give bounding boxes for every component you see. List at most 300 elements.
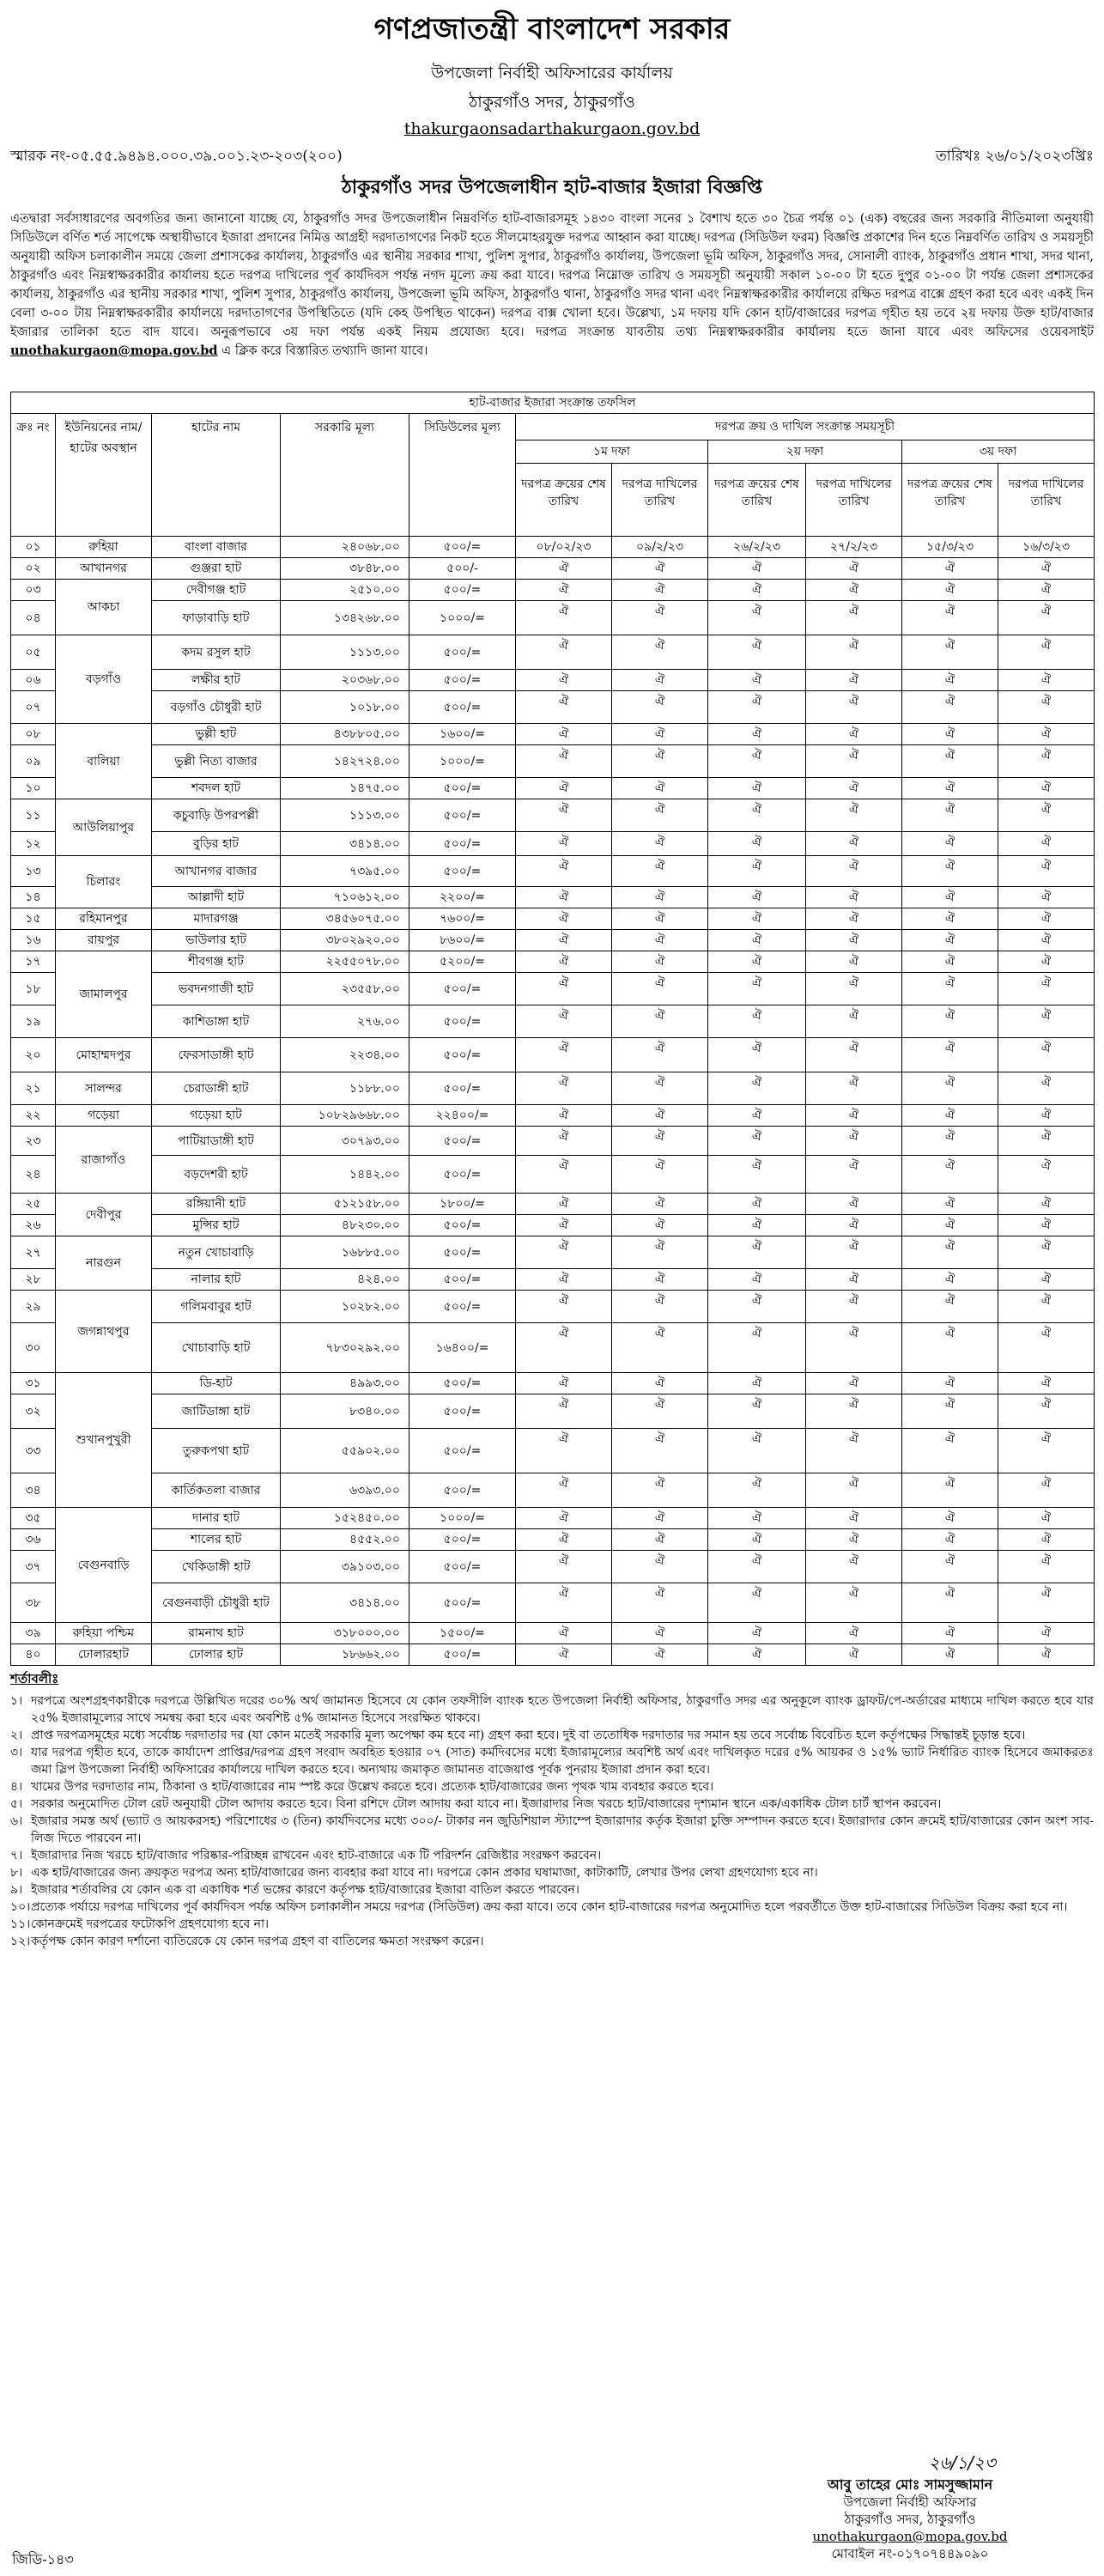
- govt-price-cell: ৩১৮০০০.০০: [281, 1623, 409, 1644]
- hat-name-cell: গড়েয়া হাট: [152, 1105, 281, 1127]
- term-text: যার দরপত্র গৃহীত হবে, তাকে কার্যাদেশ প্রাপ্তির/দরপত্র গ্রহণ সংবাদ অবহিত হওয়ার ০৭ (সাত) কর্মদিবসের মধ্যে ইজারামূল্যের অবশিষ্ট অর্থ এবং দাখিলকৃত দরের ৫% আয়কর ও ১৫% ভ্যাট নির্ধারিত ব্যাংক হিসেবে জমাকরতঃ জমা স্লিপ উপজেলা নির্বাহী অফিসারের কার্যালয়ে দাখিল করতে হবে। অন্যথায় জমাকৃত জামানত বাজেয়াপ্ত পূর্বক পুনরায় ইজারা প্রদান করা হবে।: [31, 1746, 1094, 1777]
- schedule-price-cell: ২২৪০০/=: [409, 1105, 516, 1127]
- phase-date-cell: ঐ: [806, 908, 902, 930]
- phase-date-cell: ঐ: [998, 1323, 1095, 1373]
- table-row: [11, 1551, 1095, 1583]
- union-cell: আকচা: [56, 580, 152, 635]
- phase-date-cell: ঐ: [902, 1529, 998, 1551]
- phase-date-cell: ঐ: [998, 1529, 1095, 1551]
- phase-date-cell: ঐ: [998, 1429, 1095, 1473]
- term-item: [10, 1899, 1094, 1916]
- phase-date-cell: ঐ: [902, 580, 998, 601]
- phase-date-cell: ঐ: [806, 778, 902, 799]
- phase-date-cell: ঐ: [806, 724, 902, 745]
- hat-name-cell: নালার হাট: [152, 1269, 281, 1291]
- phase-date-cell: ঐ: [806, 635, 902, 670]
- serial-cell: ২৩: [11, 1127, 56, 1156]
- phase-date-cell: ঐ: [806, 745, 902, 778]
- phase-date-cell: ঐ: [708, 1394, 806, 1429]
- phase-date-cell: ঐ: [998, 908, 1095, 930]
- phase-date-cell: ঐ: [902, 670, 998, 691]
- govt-price-cell: ৩৪১৪.০০: [281, 1583, 409, 1623]
- hat-name-cell: ফেরসাডাঙ্গী হাট: [152, 1038, 281, 1072]
- signatory-mobile: মোবাইল নং-০১৭০৭৪৪৯০৯০: [831, 2546, 989, 2561]
- schedule-price-cell: ৮৬০০/=: [409, 930, 516, 951]
- phase-date-cell: ঐ: [902, 558, 998, 580]
- govt-price-cell: ১১৮৮.০০: [281, 1072, 409, 1105]
- phase-date-cell: ঐ: [998, 691, 1095, 724]
- serial-cell: ০২: [11, 558, 56, 580]
- schedule-price-cell: ৫০০/=: [409, 1072, 516, 1105]
- intro-email-link[interactable]: unothakurgaon@mopa.gov.bd: [10, 343, 218, 358]
- phase-date-cell: ঐ: [612, 1583, 708, 1623]
- term-text: সরকার অনুমোদিত টোল রেট অনুযায়ী টোল আদায় করতে হবে। বিনা রশিদে টোল আদায় করা যাবে না। ইজারাদার নিজ খরচে হাট/বাজারের দৃশ্যমান স্থানে এক/একাধিক টোল চার্ট স্থাপন করবেন।: [31, 1797, 942, 1811]
- phase-date-cell: ঐ: [516, 832, 612, 856]
- hat-name-cell: রঙ্গিয়ানী হাট: [152, 1194, 281, 1215]
- terms-section: [10, 1669, 1094, 1950]
- phase-date-cell: ঐ: [612, 1473, 708, 1508]
- phase-date-cell: ঐ: [902, 691, 998, 724]
- phase-date-cell: ঐ: [902, 724, 998, 745]
- signatory-place: ঠাকুরগাঁও সদর, ঠাকুরগাঁও: [844, 2512, 976, 2527]
- phase-date-cell: ঐ: [998, 1373, 1095, 1394]
- hat-name-cell: ঢোলার হাট: [152, 1644, 281, 1666]
- govt-price-cell: ১৪২৭২৪.০০: [281, 745, 409, 778]
- hat-name-cell: ডি-হাট: [152, 1373, 281, 1394]
- term-item: [10, 1847, 1094, 1864]
- hat-name-cell: পাটিয়াডাঙ্গী হাট: [152, 1127, 281, 1156]
- table-row: [11, 1508, 1095, 1529]
- phase-date-cell: ঐ: [806, 973, 902, 1005]
- hat-name-cell: ভুল্লী নিত্য বাজার: [152, 745, 281, 778]
- govt-price-cell: ৩৪১৪.০০: [281, 832, 409, 856]
- hat-name-cell: জাটিডাঙ্গা হাট: [152, 1394, 281, 1429]
- table-row: [11, 580, 1095, 601]
- phase-date-cell: ঐ: [516, 1623, 612, 1644]
- intro-paragraph: [10, 210, 1094, 388]
- phase-date-cell: ঐ: [998, 1551, 1095, 1583]
- phase-date-cell: ঐ: [612, 1105, 708, 1127]
- govt-price-cell: ৩৮০২৯২০.০০: [281, 930, 409, 951]
- table-row: [11, 1394, 1095, 1429]
- phase-date-cell: ঐ: [612, 558, 708, 580]
- phase-date-cell: ঐ: [516, 1529, 612, 1551]
- phase-date-cell: ঐ: [612, 1215, 708, 1236]
- table-row: [11, 745, 1095, 778]
- schedule-price-cell: ১৮০০/=: [409, 1194, 516, 1215]
- memo-date: তারিখঃ ২৬/০১/২০২৩খ্রিঃ: [936, 148, 1094, 165]
- term-number: ২।: [10, 1728, 23, 1742]
- govt-price-cell: ৭৩৯৫.০০: [281, 856, 409, 887]
- phase-date-cell: ঐ: [708, 799, 806, 832]
- phase-date-cell: ঐ: [516, 670, 612, 691]
- phase-date-cell: ঐ: [612, 1551, 708, 1583]
- phase-date-cell: ঐ: [516, 887, 612, 908]
- phase-date-cell: ঐ: [516, 1156, 612, 1194]
- serial-cell: ০৯: [11, 745, 56, 778]
- phase-date-cell: ঐ: [708, 1429, 806, 1473]
- phase-date-cell: ঐ: [998, 1269, 1095, 1291]
- header-buy-date-1: দরপত্র ক্রয়ের শেষ তারিখ: [516, 464, 612, 537]
- table-row: [11, 908, 1095, 930]
- schedule-price-cell: ৫০০/=: [409, 1644, 516, 1666]
- phase-date-cell: ঐ: [708, 1291, 806, 1323]
- serial-cell: ০৩: [11, 580, 56, 601]
- phase-date-cell: ঐ: [612, 1291, 708, 1323]
- phase-date-cell: ঐ: [902, 1156, 998, 1194]
- phase-date-cell: ঐ: [902, 1291, 998, 1323]
- table-row: [11, 799, 1095, 832]
- phase-date-cell: ঐ: [516, 1323, 612, 1373]
- header-schedule-price: সিডিউলের মূল্য: [409, 414, 516, 537]
- phase-date-cell: ঐ: [998, 1644, 1095, 1666]
- phase-date-cell: ঐ: [516, 799, 612, 832]
- phase-date-cell: ঐ: [806, 580, 902, 601]
- phase-date-cell: ঐ: [612, 635, 708, 670]
- hat-name-cell: লক্ষীর হাট: [152, 670, 281, 691]
- hat-name-cell: বেগুনবাড়ী চৌধুরী হাট: [152, 1583, 281, 1623]
- office-location: ঠাকুরগাঁও সদর, ঠাকুরগাঁও: [469, 93, 635, 112]
- phase-date-cell: ঐ: [708, 832, 806, 856]
- phase-date-cell: ঐ: [708, 973, 806, 1005]
- phase-date-cell: ঐ: [708, 1269, 806, 1291]
- table-row: [11, 1038, 1095, 1072]
- schedule-price-cell: ৫০০/=: [409, 635, 516, 670]
- table-row: [11, 951, 1095, 973]
- phase-date-cell: ঐ: [612, 1127, 708, 1156]
- serial-cell: ২৭: [11, 1236, 56, 1269]
- phase-date-cell: ঐ: [806, 1529, 902, 1551]
- phase-date-cell: ঐ: [998, 799, 1095, 832]
- term-text: এক হাট/বাজারের জন্য ক্রয়কৃত দরপত্র অন্য হাট/বাজারের জন্য ব্যবহার করা যাবে না। দরপত্রে কোন প্রকার ঘষামাজা, কাটাকাটি, লেখার উপর লেখা গ্রহণযোগ্য হবে না।: [31, 1866, 818, 1880]
- term-item: [10, 1744, 1094, 1778]
- phase-date-cell: ঐ: [998, 1623, 1095, 1644]
- serial-cell: ৩৮: [11, 1583, 56, 1623]
- phase-date-cell: ঐ: [902, 1215, 998, 1236]
- union-cell: জগন্নাথপুর: [56, 1291, 152, 1373]
- phase-date-cell: ঐ: [516, 1127, 612, 1156]
- schedule-price-cell: ৫০০/=: [409, 1394, 516, 1429]
- serial-cell: ১৩: [11, 856, 56, 887]
- serial-cell: ০৮: [11, 724, 56, 745]
- term-text: প্রাপ্ত দরপত্রসমূহের মধ্যে সর্বোচ্চ দরদাতার দর (যা কোন মতেই সরকারি মূল্য অপেক্ষা কম হবে না) গ্রহণ করা হবে। দুই বা ততোধিক দরদাতার দর সমান হয় তবে সর্বোচ্চ বিবেচিত হলে কর্তৃপক্ষের সিদ্ধান্তই চূড়ান্ত হবে।: [31, 1728, 1026, 1742]
- phase-date-cell: ঐ: [516, 1429, 612, 1473]
- serial-cell: ৩৭: [11, 1551, 56, 1583]
- term-number: ৫।: [10, 1797, 23, 1811]
- memo-number: স্মারক নং-০৫.৫৫.৯৪৯৪.০০০.৩৯.০০১.২৩-২০৩(২০০): [10, 148, 343, 165]
- union-cell: সালন্দর: [56, 1072, 152, 1105]
- phase-date-cell: ঐ: [998, 887, 1095, 908]
- phase-date-cell: ঐ: [708, 691, 806, 724]
- phase-date-cell: ঐ: [806, 1394, 902, 1429]
- phase-date-cell: ঐ: [806, 1072, 902, 1105]
- schedule-price-cell: ৫০০/=: [409, 537, 516, 558]
- phase-date-cell: ঐ: [708, 1072, 806, 1105]
- phase-date-cell: ঐ: [516, 1394, 612, 1429]
- phase-date-cell: ২৬/২/২৩: [708, 537, 806, 558]
- govt-price-cell: ৫৫৯০২.০০: [281, 1429, 409, 1473]
- term-number: ৮।: [10, 1866, 23, 1880]
- table-row: [11, 1194, 1095, 1215]
- term-number: ১০।: [10, 1900, 31, 1914]
- table-row: [11, 558, 1095, 580]
- term-text: খামের উপর দরদাতার নাম, ঠিকানা ও হাট/বাজারের নাম স্পষ্ট করে উল্লেখ করতে হবে। প্রত্যেক হাট/বাজারের জন্য পৃথক খাম ব্যবহার করতে হবে।: [31, 1780, 714, 1794]
- hat-name-cell: নতুন খোচাবাড়ি: [152, 1236, 281, 1269]
- serial-cell: ২৫: [11, 1194, 56, 1215]
- notice-title: ঠাকুরগাঁও সদর উপজেলাধীন হাট-বাজার ইজারা বিজ্ঞপ্তি: [341, 176, 763, 198]
- phase-date-cell: ঐ: [998, 1215, 1095, 1236]
- intro-tail: এ ক্লিক করে বিস্তারিত তথ্যাদি জানা যাবে।: [217, 344, 428, 358]
- term-text: কোনক্রমেই দরপত্রের ফটোকপি গ্রহণযোগ্য হবে না।: [31, 1917, 270, 1931]
- phase-date-cell: ঐ: [708, 670, 806, 691]
- phase-date-cell: ঐ: [612, 1269, 708, 1291]
- term-item: [10, 1692, 1094, 1727]
- term-item: [10, 1727, 1094, 1744]
- phase-date-cell: ঐ: [902, 1323, 998, 1373]
- phase-date-cell: ঐ: [516, 1508, 612, 1529]
- schedule-price-cell: ১৬৪০০/=: [409, 1323, 516, 1373]
- phase-date-cell: ০৯/২/২৩: [612, 537, 708, 558]
- phase-date-cell: ঐ: [516, 558, 612, 580]
- term-number: ৪।: [10, 1780, 23, 1794]
- govt-price-cell: ৬৩৯৩.০০: [281, 1473, 409, 1508]
- signature-mark: ২৬/১/২৩: [928, 2452, 996, 2473]
- union-cell: রুহিয়া: [56, 537, 152, 558]
- phase-date-cell: ঐ: [612, 724, 708, 745]
- phase-date-cell: ঐ: [612, 1394, 708, 1429]
- phase-date-cell: ঐ: [516, 1269, 612, 1291]
- table-row: [11, 537, 1095, 558]
- schedule-price-cell: ৫০০/=: [409, 1373, 516, 1394]
- serial-cell: ১০: [11, 778, 56, 799]
- term-number: ১১।: [10, 1917, 31, 1931]
- phase-date-cell: ঐ: [902, 635, 998, 670]
- table-caption: হাট-বাজার ইজারা সংক্রান্ত তফসিল: [11, 392, 1095, 414]
- schedule-price-cell: ৫০০/=: [409, 1156, 516, 1194]
- phase-date-cell: ঐ: [998, 558, 1095, 580]
- hat-name-cell: শীবগঞ্জ হাট: [152, 951, 281, 973]
- phase-date-cell: ঐ: [806, 1105, 902, 1127]
- term-number: ৬।: [10, 1814, 23, 1828]
- phase-date-cell: ঐ: [708, 951, 806, 973]
- hat-name-cell: দেবীগঞ্জ হাট: [152, 580, 281, 601]
- serial-cell: ২৪: [11, 1156, 56, 1194]
- phase-date-cell: ঐ: [516, 973, 612, 1005]
- phase-date-cell: ঐ: [708, 1127, 806, 1156]
- serial-cell: ১২: [11, 832, 56, 856]
- schedule-price-cell: ৫০০/=: [409, 1269, 516, 1291]
- table-row: [11, 832, 1095, 856]
- phase-date-cell: ঐ: [612, 1156, 708, 1194]
- phase-date-cell: ঐ: [708, 635, 806, 670]
- schedule-price-cell: ৫০০/=: [409, 1127, 516, 1156]
- phase-date-cell: ঐ: [708, 1473, 806, 1508]
- hat-name-cell: কাশিডাঙ্গা হাট: [152, 1005, 281, 1038]
- table-row: [11, 1127, 1095, 1156]
- header-phase-3: ৩য় দফা: [902, 440, 1095, 464]
- govt-price-cell: ১৩৪২৬৮.০০: [281, 601, 409, 635]
- union-cell: জামালপুর: [56, 951, 152, 1038]
- phase-date-cell: ঐ: [806, 1429, 902, 1473]
- govt-price-cell: ১৪৪২.০০: [281, 1156, 409, 1194]
- table-row: [11, 691, 1095, 724]
- govt-price-cell: ১০২৮২.০০: [281, 1291, 409, 1323]
- phase-date-cell: ঐ: [612, 1323, 708, 1373]
- phase-date-cell: ঐ: [516, 745, 612, 778]
- phase-date-cell: ঐ: [612, 951, 708, 973]
- term-item: [10, 1864, 1094, 1881]
- table-row: [11, 1473, 1095, 1508]
- govt-price-cell: ২০৩৬৮.০০: [281, 670, 409, 691]
- phase-date-cell: ঐ: [902, 856, 998, 887]
- table-row: [11, 1429, 1095, 1473]
- phase-date-cell: ঐ: [708, 1156, 806, 1194]
- schedule-price-cell: ৫০০/=: [409, 799, 516, 832]
- header-phase-2: ২য় দফা: [708, 440, 902, 464]
- phase-date-cell: ঐ: [708, 1373, 806, 1394]
- phase-date-cell: ঐ: [516, 951, 612, 973]
- phase-date-cell: ঐ: [612, 670, 708, 691]
- hat-name-cell: শালের হাট: [152, 1529, 281, 1551]
- schedule-price-cell: ৫০০/=: [409, 1291, 516, 1323]
- phase-date-cell: ঐ: [998, 1473, 1095, 1508]
- table-row: [11, 1373, 1095, 1394]
- serial-cell: ০৪: [11, 601, 56, 635]
- phase-date-cell: ঐ: [902, 745, 998, 778]
- signatory-email[interactable]: unothakurgaon@mopa.gov.bd: [812, 2529, 1008, 2544]
- header: [10, 7, 1094, 138]
- serial-cell: ১৬: [11, 930, 56, 951]
- phase-date-cell: ঐ: [902, 1105, 998, 1127]
- schedule-price-cell: ২২০০/=: [409, 887, 516, 908]
- schedule-price-cell: ৫০০/=: [409, 1583, 516, 1623]
- table-row: [11, 1236, 1095, 1269]
- schedule-price-cell: ৫০০/=: [409, 1429, 516, 1473]
- phase-date-cell: ঐ: [516, 1038, 612, 1072]
- serial-cell: ৩১: [11, 1373, 56, 1394]
- office-name: উপজেলা নির্বাহী অফিসারের কার্যালয়: [431, 64, 673, 82]
- phase-date-cell: ঐ: [708, 930, 806, 951]
- serial-cell: ৩০: [11, 1323, 56, 1373]
- union-cell: বালিয়া: [56, 724, 152, 799]
- term-text: ইজারার সমস্ত অর্থ (ভ্যাট ও আয়করসহ) পরিশোধের ৩ (তিন) কার্যদিবসের মধ্যে ৩০০/- টাকার নন জুডিশিয়াল স্ট্যাম্পে ইজারাদার কর্তৃক ইজারা চুক্তি সম্পাদন করতে হবে। ইজারাদার কোন ক্রমেই হাট/বাজারের কোন অংশ সাব-লিজ দিতে পারবেন না।: [31, 1814, 1094, 1845]
- header-submit-date-3: দরপত্র দাখিলের তারিখ: [998, 464, 1095, 537]
- header-buy-date-3: দরপত্র ক্রয়ের শেষ তারিখ: [902, 464, 998, 537]
- phase-date-cell: ঐ: [612, 745, 708, 778]
- phase-date-cell: ঐ: [902, 799, 998, 832]
- header-hat-name: হাটের নাম: [152, 414, 281, 537]
- schedule-price-cell: ৫০০/=: [409, 580, 516, 601]
- phase-date-cell: ঐ: [806, 1551, 902, 1583]
- serial-cell: ০৬: [11, 670, 56, 691]
- hat-name-cell: গলিমবাবুর হাট: [152, 1291, 281, 1323]
- serial-cell: ২৯: [11, 1291, 56, 1323]
- govt-price-cell: ২৩৫৫৮.০০: [281, 973, 409, 1005]
- serial-cell: ১৭: [11, 951, 56, 973]
- govt-price-cell: ১৫২৪৫০.০০: [281, 1508, 409, 1529]
- schedule-price-cell: ১০০০/=: [409, 601, 516, 635]
- phase-date-cell: ঐ: [806, 1236, 902, 1269]
- phase-date-cell: ১৬/৩/২৩: [998, 537, 1095, 558]
- phase-date-cell: ঐ: [708, 856, 806, 887]
- phase-date-cell: ঐ: [612, 1194, 708, 1215]
- govt-price-cell: ৪৩৮৮০৫.০০: [281, 724, 409, 745]
- hat-name-cell: দানার হাট: [152, 1508, 281, 1529]
- header-serial: ক্রঃ নং: [11, 414, 56, 537]
- phase-date-cell: ঐ: [998, 745, 1095, 778]
- intro-text: এতদ্বারা সর্বসাধারণের অবগতির জন্য জানানো যাচ্ছে যে, ঠাকুরগাঁও সদর উপজেলাধীন নিম্নবর্ণিত হাট-বাজারসমূহ ১৪৩০ বাংলা সনের ১ বৈশাখ হতে ৩০ চৈত্র পর্যন্ত ০১ (এক) বছরের জন্য সরকারি নীতিমালা অনুযায়ী সিডিউলে বর্ণিত শর্ত সাপেক্ষে অস্থায়ীভাবে ইজারা প্রদানের নিমিত্ত আগ্রহী দরদাতাগণের নিকট হতে সীলমোহরযুক্ত দরপত্র আহ্বান করা যাচ্ছে। দরপত্র (সিডিউল ফরম) বিজ্ঞপ্তি প্রকাশের দিন হতে নিম্নবর্ণিত তারিখ ও সময়সূচী অনুযায়ী অফিস চলাকালীন সময়ে জেলা প্রশাসকের কার্যালয়, ঠাকুরগাঁও এর স্থানীয় সরকার শাখা, পুলিশ সুপার, ঠাকুরগাঁও কার্যালয়, উপজেলা ভূমি অফিস, ঠাকুরগাঁও সদর, সোনালী ব্যাংক, ঠাকুরগাঁও প্রধান শাখা, সদর থানা, ঠাকুরগাঁও এবং নিম্নস্বাক্ষরকারীর কার্যালয় হতে দরপত্র দাখিলের পূর্ব কার্যদিবস পর্যন্ত নগদ মূল্যে ক্রয় করা যাবে। দরপত্র নিম্নোক্ত তারিখ ও সময়সূচী অনুযায়ী সকাল ১০-০০ টা হতে দুপুর ০১-০০ টা পর্যন্ত জেলা প্রশাসকের কার্যালয়, ঠাকুরগাঁও এর স্থানীয় সরকার শাখা, পুলিশ সুপার, ঠাকুরগাঁও কার্যালয়, উপজেলা ভূমি অফিস, ঠাকুরগাঁও থানা, ঠাকুরগাঁও সদর থানা এবং নিম্নস্বাক্ষরকারীর কার্যালয়ে রক্ষিত দরপত্র বাক্সে গ্রহণ করা হবে এবং একই দিন বেলা ৩-০০ টায় নিম্নস্বাক্ষরকারীর কার্যালয়ে দরদাতাগণের উপস্থিতিতে (যদি কেহ উপস্থিত থাকেন) দরপত্র বাক্স খোলা হবে। উল্লেখ্য, ১ম দফায় যদি কোন হাট/বাজারের দরপত্র গৃহীত হয় তবে ২য় দফায় উক্ত হাট/বাজার ইজারার তালিকা হতে বাদ যাবে। অনুরূপভাবে ৩য় দফা পর্যন্ত একই নিয়ম প্রযোজ্য হবে। দরপত্র সংক্রান্ত যাবতীয় তথ্য নিম্নস্বাক্ষরকারীর কার্যালয় হতে জানা যাবে এবং অফিসের ওয়েবসাইট: [10, 212, 1094, 339]
- phase-date-cell: ঐ: [902, 1194, 998, 1215]
- phase-date-cell: ঐ: [806, 930, 902, 951]
- header-submit-date-2: দরপত্র দাখিলের তারিখ: [806, 464, 902, 537]
- lease-schedule-table: [10, 392, 1095, 1666]
- table-row: [11, 670, 1095, 691]
- union-cell: চিলারং: [56, 856, 152, 908]
- phase-date-cell: ঐ: [516, 580, 612, 601]
- header-timeline: দরপত্র ক্রয় ও দাখিল সংক্রান্ত সময়সূচী: [516, 414, 1095, 440]
- term-number: ৯।: [10, 1883, 23, 1897]
- govt-price-cell: ১৪৭৫.০০: [281, 778, 409, 799]
- phase-date-cell: ঐ: [708, 745, 806, 778]
- term-number: ১২।: [10, 1935, 31, 1948]
- phase-date-cell: ঐ: [806, 832, 902, 856]
- phase-date-cell: ঐ: [806, 670, 902, 691]
- serial-cell: ১৮: [11, 973, 56, 1005]
- hat-name-cell: ভুল্লী হাট: [152, 724, 281, 745]
- table-row: [11, 887, 1095, 908]
- phase-date-cell: ঐ: [806, 951, 902, 973]
- phase-date-cell: ঐ: [516, 1105, 612, 1127]
- phase-date-cell: ঐ: [708, 1529, 806, 1551]
- term-number: ১।: [10, 1694, 23, 1708]
- phase-date-cell: ঐ: [612, 1623, 708, 1644]
- phase-date-cell: ঐ: [516, 724, 612, 745]
- serial-cell: ২০: [11, 1038, 56, 1072]
- header-submit-date-1: দরপত্র দাখিলের তারিখ: [612, 464, 708, 537]
- term-text: প্রত্যেক পর্যায়ে দরপত্র দাখিলের পূর্ব কার্যদিবস পর্যন্ত অফিস চলাকালীন সময়ে দরপত্র (সিডিউল) ক্রয় করা যাবে। তবে কোন হাট-বাজারের দরপত্র অনুমোদিত হলে পরবর্তীতে উক্ত হাট-বাজারের সিডিউল বিক্রয় করা হবে না।: [31, 1900, 1068, 1914]
- phase-date-cell: ঐ: [612, 1529, 708, 1551]
- phase-date-cell: ঐ: [612, 973, 708, 1005]
- union-cell: বেগুনবাড়ি: [56, 1508, 152, 1623]
- table-row: [11, 1291, 1095, 1323]
- phase-date-cell: ঐ: [612, 856, 708, 887]
- phase-date-cell: ঐ: [902, 1236, 998, 1269]
- phase-date-cell: ঐ: [998, 1291, 1095, 1323]
- phase-date-cell: ঐ: [708, 887, 806, 908]
- table-row: [11, 778, 1095, 799]
- schedule-price-cell: ৫০০/=: [409, 1236, 516, 1269]
- phase-date-cell: ঐ: [998, 724, 1095, 745]
- govt-price-cell: ৪৯৯৩.০০: [281, 1373, 409, 1394]
- schedule-price-cell: ৫০০/=: [409, 1215, 516, 1236]
- term-item: [10, 1795, 1094, 1813]
- phase-date-cell: ঐ: [998, 856, 1095, 887]
- signature-block: [773, 2454, 1047, 2562]
- website-link[interactable]: thakurgaonsadarthakurgaon.gov.bd: [403, 119, 701, 138]
- phase-date-cell: ঐ: [902, 1644, 998, 1666]
- phase-date-cell: ঐ: [902, 601, 998, 635]
- govt-price-cell: ৭৮৩০২৯২.০০: [281, 1323, 409, 1373]
- term-number: ৩।: [10, 1746, 23, 1759]
- phase-date-cell: ঐ: [708, 558, 806, 580]
- hat-name-cell: গুঞ্জরা হাট: [152, 558, 281, 580]
- phase-date-cell: ঐ: [902, 1072, 998, 1105]
- term-text: ইজারার শর্তাবলির যে কোন এক বা একাধিক শর্ত ভঙ্গের কারণে কর্তৃপক্ষ হাট/বাজারের ইজারা বাতিল করতে পারবেন।: [31, 1883, 579, 1897]
- phase-date-cell: ঐ: [902, 930, 998, 951]
- phase-date-cell: ঐ: [998, 1583, 1095, 1623]
- phase-date-cell: ঐ: [612, 1038, 708, 1072]
- serial-cell: ২৮: [11, 1269, 56, 1291]
